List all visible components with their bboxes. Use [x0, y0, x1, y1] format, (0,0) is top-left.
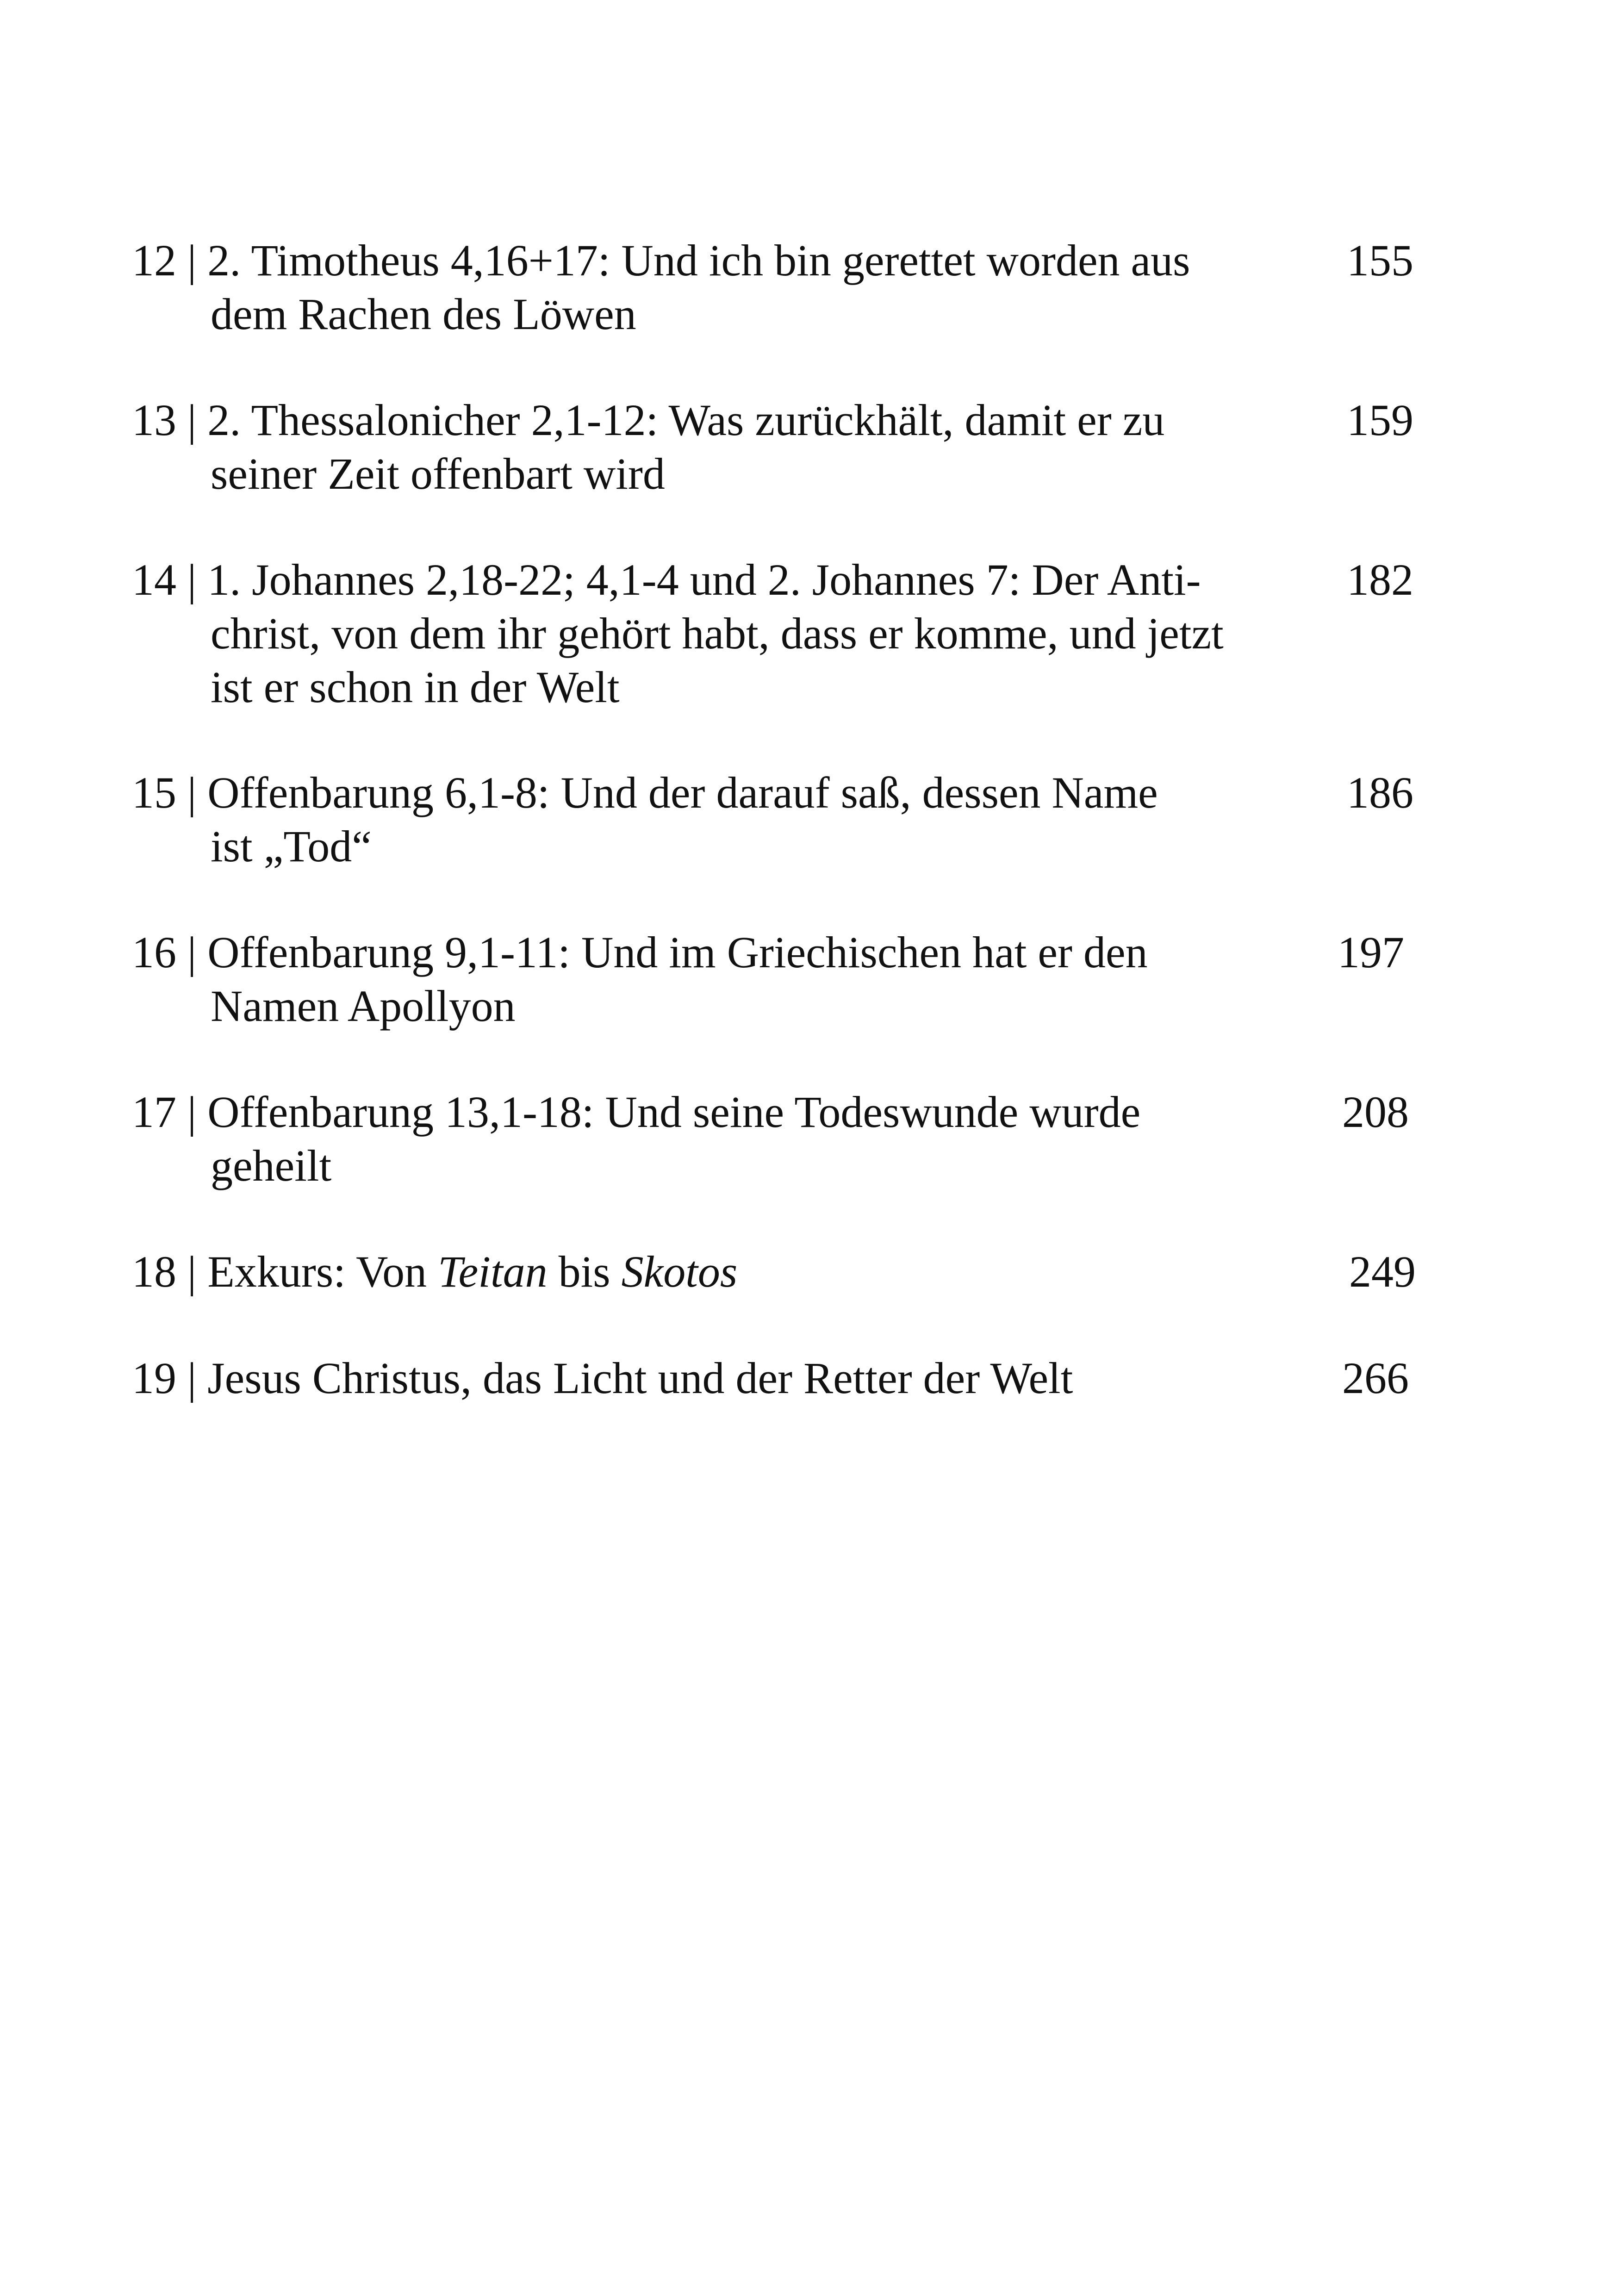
- entry-page-number: 159: [1347, 395, 1413, 445]
- entry-title-line: seiner Zeit offenbart wird: [211, 449, 665, 498]
- entry-separator: |: [187, 1353, 197, 1403]
- entry-title-line: christ, von dem ihr gehört habt, dass er komme, und jetzt: [211, 609, 1224, 658]
- entry-page-number: 155: [1347, 236, 1413, 285]
- entry-separator: |: [187, 1247, 197, 1296]
- entry-title-text: Exkurs: Von: [207, 1247, 438, 1296]
- entry-page-number: 182: [1347, 555, 1413, 604]
- entry-separator: |: [187, 236, 197, 285]
- entry-separator: |: [187, 555, 197, 604]
- entry-page-number: 186: [1347, 768, 1413, 817]
- entry-title-line: ist er schon in der Welt: [211, 662, 620, 712]
- entry-number: 17: [132, 1087, 176, 1137]
- entry-page-number: 208: [1342, 1087, 1409, 1137]
- entry-title-line: 2. Thessalonicher 2,1-12: Was zurückhält, damit er zu: [207, 395, 1165, 445]
- toc-entry-13: [132, 393, 1428, 501]
- entry-title-line: [207, 1247, 737, 1296]
- entry-title-line: 1. Johannes 2,18-22; 4,1-4 und 2. Johannes 7: Der Anti-: [207, 555, 1201, 604]
- entry-title-line: Jesus Christus, das Licht und der Retter der Welt: [207, 1353, 1073, 1403]
- entry-number: 12: [132, 236, 176, 285]
- toc-entry-16: [132, 926, 1428, 1033]
- entry-title-line: ist „Tod“: [211, 821, 372, 871]
- entry-title-line: 2. Timotheus 4,16+17: Und ich bin gerettet worden aus: [207, 236, 1190, 285]
- toc-entry-12: [132, 234, 1428, 341]
- entry-number: 16: [132, 927, 176, 977]
- entry-number: 14: [132, 555, 176, 604]
- entry-page-number: 197: [1338, 927, 1404, 977]
- entry-number: 19: [132, 1353, 176, 1403]
- toc-entry-14: [132, 553, 1428, 714]
- entry-title-italic: Skotos: [621, 1247, 738, 1296]
- toc-entry-15: [132, 766, 1428, 873]
- entry-separator: |: [187, 1087, 197, 1137]
- entry-page-number: 266: [1342, 1353, 1409, 1403]
- entry-title-italic: Teitan: [438, 1247, 548, 1296]
- entry-title-line: Offenbarung 6,1-8: Und der darauf saß, dessen Name: [207, 768, 1158, 817]
- entry-number: 18: [132, 1247, 176, 1296]
- toc-entry-18: [132, 1245, 1428, 1299]
- entry-separator: |: [187, 395, 197, 445]
- entry-title-line: geheilt: [211, 1141, 332, 1190]
- entry-title-line: Offenbarung 9,1-11: Und im Griechischen hat er den: [207, 927, 1148, 977]
- entry-page-number: 249: [1349, 1247, 1416, 1296]
- entry-separator: |: [187, 927, 197, 977]
- entry-title-line: Offenbarung 13,1-18: Und seine Todeswunde wurde: [207, 1087, 1141, 1137]
- toc-entry-19: [132, 1351, 1428, 1405]
- entry-title-line: Namen Apollyon: [211, 981, 516, 1031]
- entry-title-text: bis: [547, 1247, 622, 1296]
- entry-number: 15: [132, 768, 176, 817]
- entry-number: 13: [132, 395, 176, 445]
- toc-entry-17: [132, 1085, 1428, 1193]
- entry-separator: |: [187, 768, 197, 817]
- entry-title-line: dem Rachen des Löwen: [211, 289, 636, 339]
